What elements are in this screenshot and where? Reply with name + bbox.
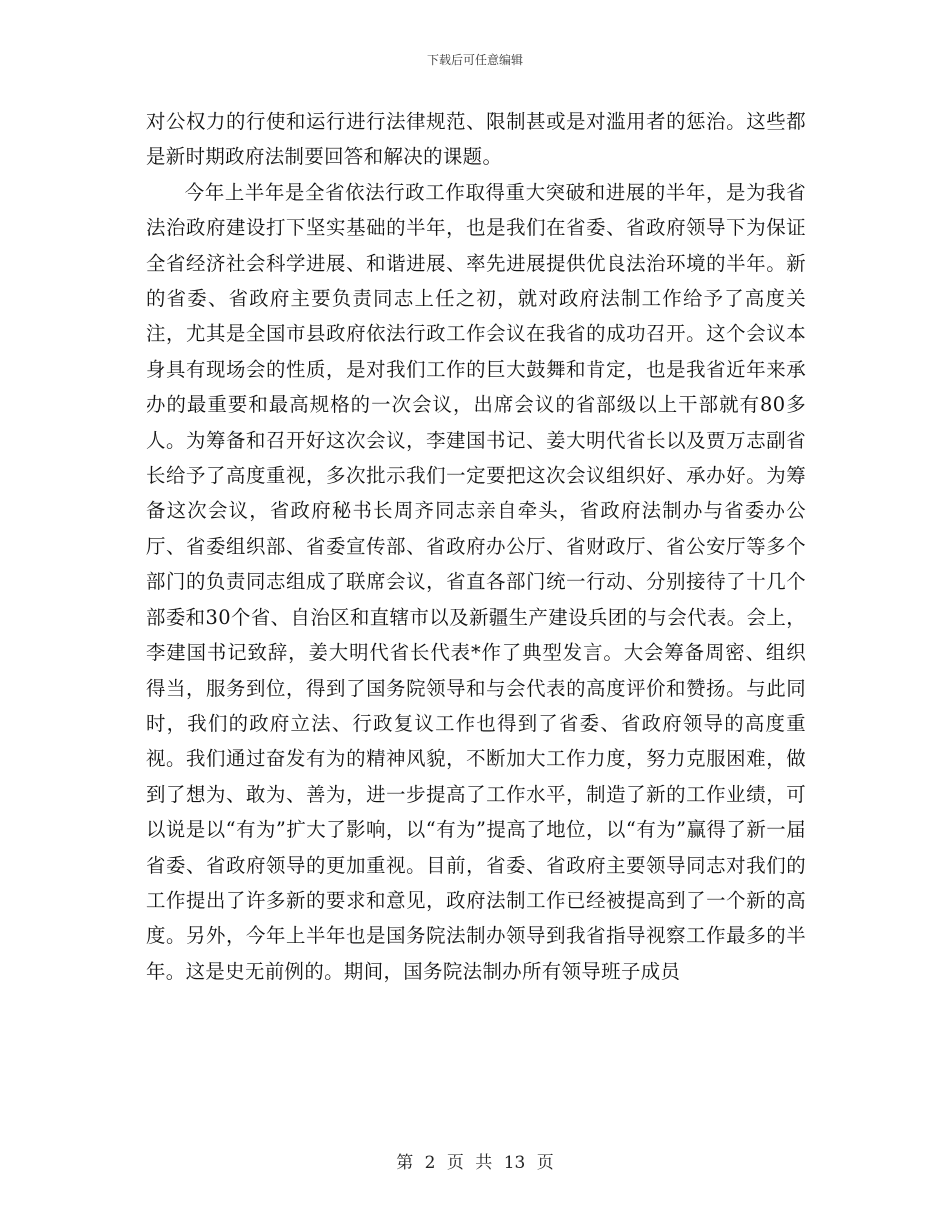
- paragraph-main: 今年上半年是全省依法行政工作取得重大突破和进展的半年，是为我省法治政府建设打下坚实基础的半年，也是我们在省委、省政府领导下为保证全省经济社会科学进展、和谐进展、率先进展提供优良法治环境的半年。新的省委、省政府主要负责同志上任之初，就对政府法制工作给予了高度关注，尤其是全国市县政府依法行政工作会议在我省的成功召开。这个会议本身具有现场会的性质，是对我们工作的巨大鼓舞和肯定，也是我省近年来承办的最重要和最高规格的一次会议，出席会议的省部级以上干部就有80多人。为筹备和召开好这次会议，李建国书记、姜大明代省长以及贾万志副省长给予了高度重视，多次批示我们一定要把这次会议组织好、承办好。为筹备这次会议，省政府秘书长周齐同志亲自牵头，省政府法制办与省委办公厅、省委组织部、省委宣传部、省政府办公厅、省财政厅、省公安厅等多个部门的负责同志组成了联席会议，省直各部门统一行动、分别接待了十几个部委和30个省、自治区和直辖市以及新疆生产建设兵团的与会代表。会上，李建国书记致辞，姜大明代省长代表*作了典型发言。大会筹备周密、组织得当，服务到位，得到了国务院领导和与会代表的高度评价和赞扬。与此同时，我们的政府立法、行政复议工作也得到了省委、省政府领导的高度重视。我们通过奋发有为的精神风貌，不断加大工作力度，努力克服困难，做到了想为、敢为、善为，进一步提高了工作水平，制造了新的工作业绩，可以说是以“有为”扩大了影响，以“有为”提高了地位，以“有为”赢得了新一届省委、省政府领导的更加重视。目前，省委、省政府主要领导同志对我们的工作提出了许多新的要求和意见，政府法制工作已经被提高到了一个新的高度。另外，今年上半年也是国务院法制办领导到我省指导视察工作最多的半年。这是史无前例的。期间，国务院法制办所有领导班子成员: [146, 180, 806, 983]
- document-body: [146, 104, 806, 989]
- paragraph-continued: 对公权力的行使和运行进行法律规范、限制甚或是对滥用者的惩治。这些都是新时期政府法制要回答和解决的课题。: [146, 110, 806, 169]
- page-number: 第 2 页 共 13 页: [396, 1153, 554, 1173]
- page-header-note: 下载后可任意编辑: [426, 53, 523, 67]
